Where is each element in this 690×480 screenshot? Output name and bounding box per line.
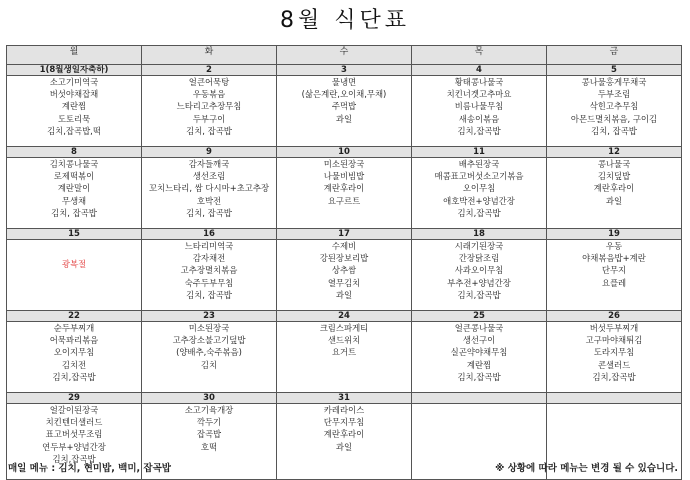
day-meal-cell <box>547 76 682 147</box>
menu-item: 황태콩나물국 <box>454 77 504 87</box>
menu-item: 김치,잡곡밥 <box>457 289 501 300</box>
menu-item: 과일 <box>335 441 353 452</box>
day-number: 25 <box>412 311 547 322</box>
day-meal-cell <box>142 322 277 393</box>
menu-item: 부추전+양념간장 <box>447 277 511 288</box>
day-meal-cell <box>547 240 682 311</box>
menu-item: 표고버섯무조림 <box>45 429 103 440</box>
menu-item: 어묵꽈리볶음 <box>49 335 99 346</box>
menu-item: 호떡 <box>200 441 218 452</box>
date-row <box>7 229 682 240</box>
menu-item: 애호박전+양념간장 <box>443 195 515 206</box>
menu-item: 김치,잡곡밥 <box>52 453 96 464</box>
day-number: 16 <box>142 229 277 240</box>
menu-item: 주먹밥 <box>331 101 357 112</box>
menu-item: 새송이볶음 <box>458 113 500 124</box>
menu-item: 콩나물홍게무채국 <box>581 77 647 87</box>
menu-item: 숙주두부무침 <box>184 277 234 288</box>
menu-item: 호박전 <box>196 195 222 206</box>
daily-menu-note: 매일 메뉴 : 김치, 현미밥, 백미, 잡곡밥 <box>8 463 171 474</box>
meal-calendar-table <box>6 45 682 480</box>
menu-item: 잡곡밥 <box>196 429 222 440</box>
meal-row <box>7 158 682 229</box>
weekday-header: 목 <box>412 46 547 65</box>
menu-item: 열무김치 <box>327 277 361 288</box>
menu-item: 소고기육개장 <box>184 405 234 415</box>
weekday-header: 화 <box>142 46 277 65</box>
day-meal-cell <box>547 322 682 393</box>
day-number: 29 <box>7 393 142 404</box>
day-number: 4 <box>412 65 547 76</box>
day-meal-cell <box>7 240 142 311</box>
menu-item: 치킨너겟고추마요 <box>446 89 512 100</box>
menu-item: 계란찜 <box>466 359 492 370</box>
menu-item: 야채볶음밥+계란 <box>582 253 646 264</box>
day-number: 17 <box>277 229 412 240</box>
menu-item: 얼갈이된장국 <box>49 405 99 415</box>
menu-item: 김치, 잡곡밥 <box>591 125 637 136</box>
menu-item: 계란찜 <box>61 101 87 112</box>
menu-item: 비름나물무침 <box>454 101 504 112</box>
menu-item: 생선구이 <box>462 335 496 346</box>
menu-item: 김치,잡곡밥,떡 <box>47 125 101 136</box>
menu-item: 샌드위치 <box>327 335 361 346</box>
menu-item: 고구마야채튀김 <box>585 335 643 346</box>
weekday-header: 월 <box>7 46 142 65</box>
menu-item: 김치, 잡곡밥 <box>186 207 232 218</box>
menu-item: 단무지 <box>601 265 627 276</box>
menu-item: 김치, 잡곡밥 <box>186 289 232 300</box>
change-notice: ※ 상황에 따라 메뉴는 변경 될 수 있습니다. <box>495 463 678 474</box>
menu-item: 배추된장국 <box>458 159 500 169</box>
day-number: 24 <box>277 311 412 322</box>
menu-item: (삶은계란,오이채,무채) <box>301 89 387 100</box>
day-number: 5 <box>547 65 682 76</box>
day-meal-cell <box>277 76 412 147</box>
day-meal-cell <box>277 404 412 480</box>
menu-item: 계란후라이 <box>593 183 635 194</box>
menu-item: 감자들깨국 <box>188 159 230 169</box>
menu-item: 계란말이 <box>57 183 91 194</box>
day-number <box>547 393 682 404</box>
menu-item: 버섯두부찌개 <box>589 323 639 333</box>
menu-item: 우동 <box>605 241 623 251</box>
day-number: 23 <box>142 311 277 322</box>
day-meal-cell <box>412 158 547 229</box>
menu-item: 상추쌈 <box>331 265 357 276</box>
menu-item: 나물비빔밥 <box>323 171 365 182</box>
meal-row <box>7 322 682 393</box>
menu-item: 감자채전 <box>192 253 226 264</box>
menu-item: 김치콩나물국 <box>49 159 99 169</box>
menu-item: 강된장보리밥 <box>319 253 369 264</box>
calendar-body <box>7 65 682 480</box>
day-number: 9 <box>142 147 277 158</box>
menu-item: 수제비 <box>331 241 357 251</box>
menu-item: 미소된장국 <box>323 159 365 169</box>
day-number: 10 <box>277 147 412 158</box>
menu-item: 시래기된장국 <box>454 241 504 251</box>
menu-item: 간장닭조림 <box>458 253 500 264</box>
day-meal-cell <box>7 322 142 393</box>
day-number: 26 <box>547 311 682 322</box>
menu-item: 계란후라이 <box>323 183 365 194</box>
day-meal-cell <box>142 76 277 147</box>
day-number: 2 <box>142 65 277 76</box>
menu-item: 매콤표고버섯소고기볶음 <box>434 171 524 182</box>
menu-item: 과일 <box>335 113 353 124</box>
menu-item: 소고기미역국 <box>49 77 99 87</box>
holiday-label: 광복절 <box>61 259 87 269</box>
menu-item: 요플레 <box>601 277 627 288</box>
menu-item: 미소된장국 <box>188 323 230 333</box>
day-number: 12 <box>547 147 682 158</box>
menu-item: 고추장멸치볶음 <box>180 265 238 276</box>
menu-item: 과일 <box>605 195 623 206</box>
day-number: 19 <box>547 229 682 240</box>
day-number: 31 <box>277 393 412 404</box>
day-number: 3 <box>277 65 412 76</box>
menu-item: 느타리미역국 <box>184 241 234 251</box>
menu-item: 로제떡볶이 <box>53 171 95 182</box>
menu-item: 연두부+양념간장 <box>42 441 106 452</box>
day-meal-cell <box>412 240 547 311</box>
menu-item: 김치,잡곡밥 <box>457 371 501 382</box>
menu-item: 깍두기 <box>196 417 222 428</box>
menu-item: 요구르트 <box>327 195 361 206</box>
weekday-header-row <box>7 46 682 65</box>
menu-item: 도토리묵 <box>57 113 91 124</box>
day-meal-cell <box>277 240 412 311</box>
menu-item: 두부조림 <box>597 89 631 100</box>
weekday-header: 수 <box>277 46 412 65</box>
menu-item: 계란후라이 <box>323 429 365 440</box>
day-number: 30 <box>142 393 277 404</box>
meal-row <box>7 240 682 311</box>
menu-item: 고추장소불고기덮밥 <box>172 335 246 346</box>
date-row <box>7 311 682 322</box>
day-meal-cell <box>412 322 547 393</box>
menu-item: (양배추,숙주볶음) <box>176 347 242 358</box>
date-row <box>7 147 682 158</box>
day-meal-cell <box>412 76 547 147</box>
menu-item: 김치,잡곡밥 <box>457 125 501 136</box>
day-meal-cell <box>547 158 682 229</box>
weekday-header: 금 <box>547 46 682 65</box>
date-row <box>7 393 682 404</box>
menu-item: 오이무침 <box>462 183 496 194</box>
day-meal-cell <box>142 158 277 229</box>
menu-item: 김치전 <box>61 359 87 370</box>
menu-item: 과일 <box>335 289 353 300</box>
day-number: 18 <box>412 229 547 240</box>
menu-item: 단무지무침 <box>323 417 365 428</box>
menu-item: 사과오이무침 <box>454 265 504 276</box>
menu-item: 도라지무침 <box>593 347 635 358</box>
page-title: 8월 식단표 <box>280 8 410 33</box>
menu-item: 우동볶음 <box>192 89 226 100</box>
menu-item: 꼬치느타리, 쌈 다시마+초고추장 <box>148 183 270 194</box>
day-number: 22 <box>7 311 142 322</box>
day-number: 15 <box>7 229 142 240</box>
day-meal-cell <box>7 76 142 147</box>
menu-item: 김치덮밥 <box>597 171 631 182</box>
menu-item: 느타리고추장무침 <box>176 101 242 112</box>
menu-item: 얼큰어묵탕 <box>188 77 230 87</box>
menu-item: 콩나물국 <box>597 159 631 169</box>
menu-item: 김치,잡곡밥 <box>592 371 636 382</box>
menu-item: 순두부찌개 <box>53 323 95 333</box>
menu-item: 삭힌고추무침 <box>589 101 639 112</box>
menu-item: 카레라이스 <box>323 405 365 415</box>
menu-item: 치킨텐더샐러드 <box>45 417 103 428</box>
menu-item: 무생채 <box>61 195 87 206</box>
menu-item: 물냉면 <box>331 77 357 87</box>
menu-item: 크림스파게티 <box>319 323 369 333</box>
menu-item: 콘샐러드 <box>597 359 631 370</box>
day-meal-cell <box>7 158 142 229</box>
day-number <box>412 393 547 404</box>
day-number: 1(8월생일자축하) <box>7 65 142 76</box>
menu-item: 얼큰콩나물국 <box>454 323 504 333</box>
meal-row <box>7 76 682 147</box>
menu-item: 두부구이 <box>192 113 226 124</box>
menu-item: 김치,잡곡밥 <box>457 207 501 218</box>
menu-item: 생선조림 <box>192 171 226 182</box>
menu-item: 김치, 잡곡밥 <box>51 207 97 218</box>
day-number: 11 <box>412 147 547 158</box>
menu-item: 요거트 <box>331 347 357 358</box>
day-meal-cell <box>277 158 412 229</box>
day-meal-cell <box>142 240 277 311</box>
date-row <box>7 65 682 76</box>
day-number: 8 <box>7 147 142 158</box>
menu-item: 실곤약야채무침 <box>450 347 508 358</box>
menu-item: 아몬드멸치볶음, 구이김 <box>570 113 658 124</box>
menu-item: 김치, 잡곡밥 <box>186 125 232 136</box>
menu-item: 오이지무침 <box>53 347 95 358</box>
menu-item: 버섯야채잡채 <box>49 89 99 100</box>
menu-item: 김치,잡곡밥 <box>52 371 96 382</box>
day-meal-cell <box>277 322 412 393</box>
menu-item: 김치 <box>200 359 218 370</box>
